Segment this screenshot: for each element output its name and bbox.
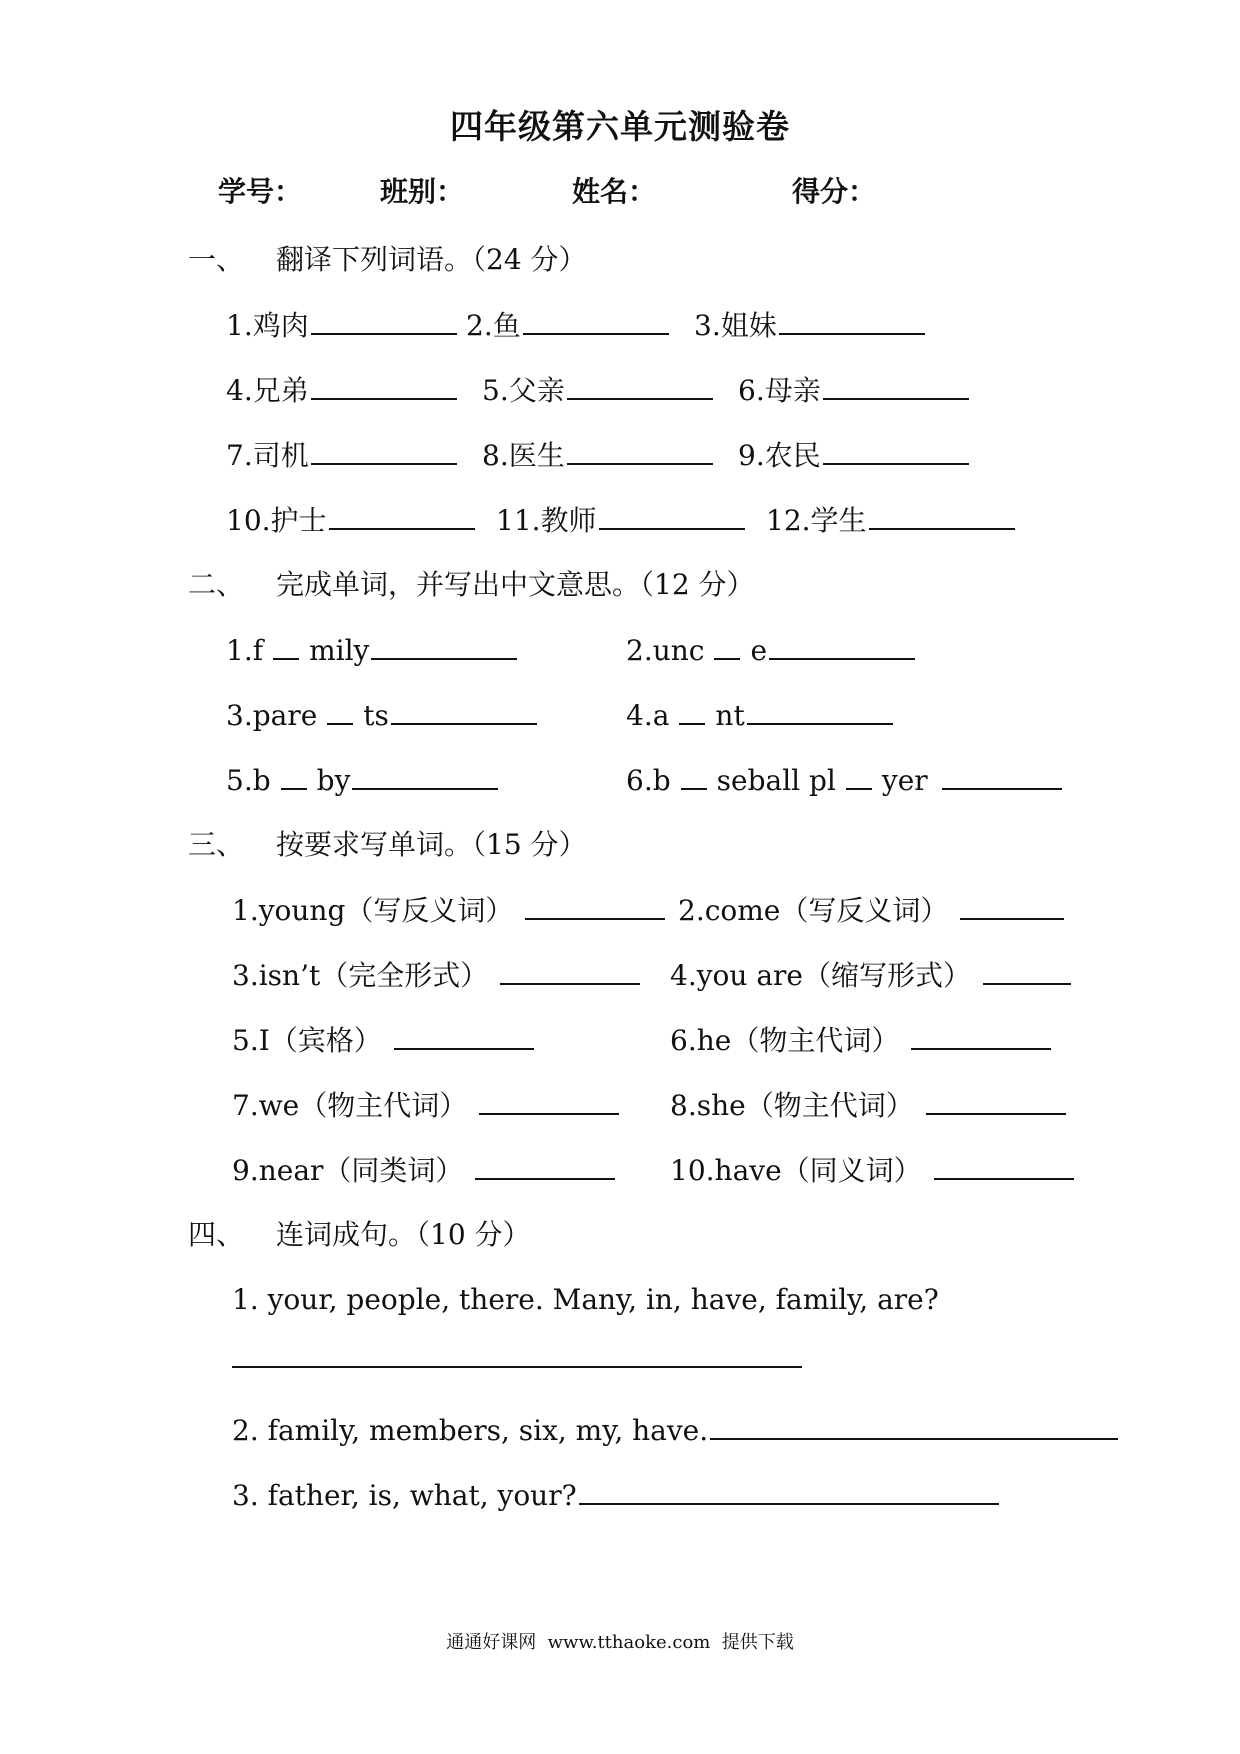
- translate-item: 9.农民: [738, 435, 969, 476]
- sentence-item-1: 1. your, people, there. Many, in, have, family, are?: [232, 1283, 939, 1316]
- answer-blank[interactable]: [934, 1150, 1074, 1180]
- translate-item: 6.母亲: [738, 370, 969, 411]
- answer-blank[interactable]: [525, 890, 665, 920]
- letter-blank[interactable]: [327, 695, 353, 725]
- section-number: 一、: [188, 243, 245, 276]
- rule-item: 7.we（物主代词）: [232, 1085, 619, 1126]
- rule-item: 4.you are（缩写形式）: [670, 955, 1071, 996]
- section-2-heading: [188, 565, 755, 605]
- translate-item: 3.姐妹: [694, 305, 925, 346]
- answer-blank[interactable]: [579, 1475, 999, 1505]
- answer-blank[interactable]: [567, 435, 713, 465]
- score-label: 得分：: [792, 175, 877, 208]
- rule-item: 9.near（同类词）: [232, 1150, 615, 1191]
- word-item: 3.pare ts: [226, 695, 537, 736]
- translate-item: 7.司机: [226, 435, 457, 476]
- answer-blank[interactable]: [500, 955, 640, 985]
- section-title: 按要求写单词。（15 分）: [276, 828, 587, 861]
- word-item: 2.unc e: [626, 630, 915, 671]
- answer-blank[interactable]: [394, 1020, 534, 1050]
- answer-blank[interactable]: [391, 695, 537, 725]
- answer-blank[interactable]: [983, 955, 1071, 985]
- sentence-item-2: 2. family, members, six, my, have.: [232, 1410, 1118, 1451]
- section-number: 四、: [188, 1218, 245, 1251]
- answer-blank[interactable]: [567, 370, 713, 400]
- section-title: 翻译下列词语。（24 分）: [276, 243, 587, 276]
- section-title: 连词成句。（10 分）: [276, 1218, 531, 1251]
- answer-blank[interactable]: [329, 500, 475, 530]
- rule-item: 5.I（宾格）: [232, 1020, 534, 1061]
- letter-blank[interactable]: [714, 630, 740, 660]
- answer-blank[interactable]: [475, 1150, 615, 1180]
- answer-blank[interactable]: [911, 1020, 1051, 1050]
- translate-item: 5.父亲: [482, 370, 713, 411]
- section-number: 三、: [188, 828, 245, 861]
- answer-blank[interactable]: [352, 760, 498, 790]
- sentence-answer-line: [232, 1338, 802, 1379]
- translate-item: 12.学生: [766, 500, 1015, 541]
- word-item: 6.b seball pl yer: [626, 760, 1062, 801]
- answer-blank[interactable]: [823, 370, 969, 400]
- answer-blank[interactable]: [371, 630, 517, 660]
- answer-blank[interactable]: [942, 760, 1062, 790]
- answer-blank[interactable]: [926, 1085, 1066, 1115]
- footer-credit: 通通好课网 www.tthaoke.com 提供下载: [446, 1632, 794, 1653]
- section-1-heading: [188, 240, 587, 280]
- translate-item: 2.鱼: [466, 305, 669, 346]
- section-title: 完成单词，并写出中文意思。（12 分）: [276, 568, 755, 601]
- letter-blank[interactable]: [679, 695, 705, 725]
- rule-item: 1.young（写反义词）: [232, 890, 665, 931]
- rule-item: 3.isn’t（完全形式）: [232, 955, 640, 996]
- letter-blank[interactable]: [281, 760, 307, 790]
- answer-blank[interactable]: [747, 695, 893, 725]
- rule-item: 8.she（物主代词）: [670, 1085, 1066, 1126]
- letter-blank[interactable]: [273, 630, 299, 660]
- section-4-heading: [188, 1215, 531, 1255]
- answer-blank[interactable]: [769, 630, 915, 660]
- name-label: 姓名：: [572, 175, 657, 208]
- page-title: 四年级第六单元测验卷: [450, 107, 790, 146]
- answer-blank[interactable]: [710, 1410, 1118, 1440]
- section-number: 二、: [188, 568, 245, 601]
- translate-item: 4.兄弟: [226, 370, 457, 411]
- word-item: 5.b by: [226, 760, 498, 801]
- answer-blank[interactable]: [311, 370, 457, 400]
- rule-item: 6.he（物主代词）: [670, 1020, 1051, 1061]
- answer-blank[interactable]: [599, 500, 745, 530]
- word-item: 4.a nt: [626, 695, 893, 736]
- translate-item: 10.护士: [226, 500, 475, 541]
- rule-item: 10.have（同义词）: [670, 1150, 1074, 1191]
- answer-blank[interactable]: [479, 1085, 619, 1115]
- rule-item: 2.come（写反义词）: [678, 890, 1064, 931]
- letter-blank[interactable]: [846, 760, 872, 790]
- section-3-heading: [188, 825, 587, 865]
- answer-blank[interactable]: [779, 305, 925, 335]
- answer-blank[interactable]: [311, 305, 457, 335]
- translate-item: 8.医生: [482, 435, 713, 476]
- word-item: 1.f mily: [226, 630, 517, 671]
- student-no-label: 学号：: [218, 175, 303, 208]
- answer-blank[interactable]: [960, 890, 1064, 920]
- class-label: 班别：: [380, 175, 465, 208]
- translate-item: 11.教师: [496, 500, 745, 541]
- answer-blank[interactable]: [869, 500, 1015, 530]
- letter-blank[interactable]: [681, 760, 707, 790]
- sentence-item-3: 3. father, is, what, your?: [232, 1475, 999, 1516]
- answer-blank[interactable]: [311, 435, 457, 465]
- translate-item: 1.鸡肉: [226, 305, 457, 346]
- answer-blank[interactable]: [823, 435, 969, 465]
- answer-blank[interactable]: [232, 1338, 802, 1368]
- answer-blank[interactable]: [523, 305, 669, 335]
